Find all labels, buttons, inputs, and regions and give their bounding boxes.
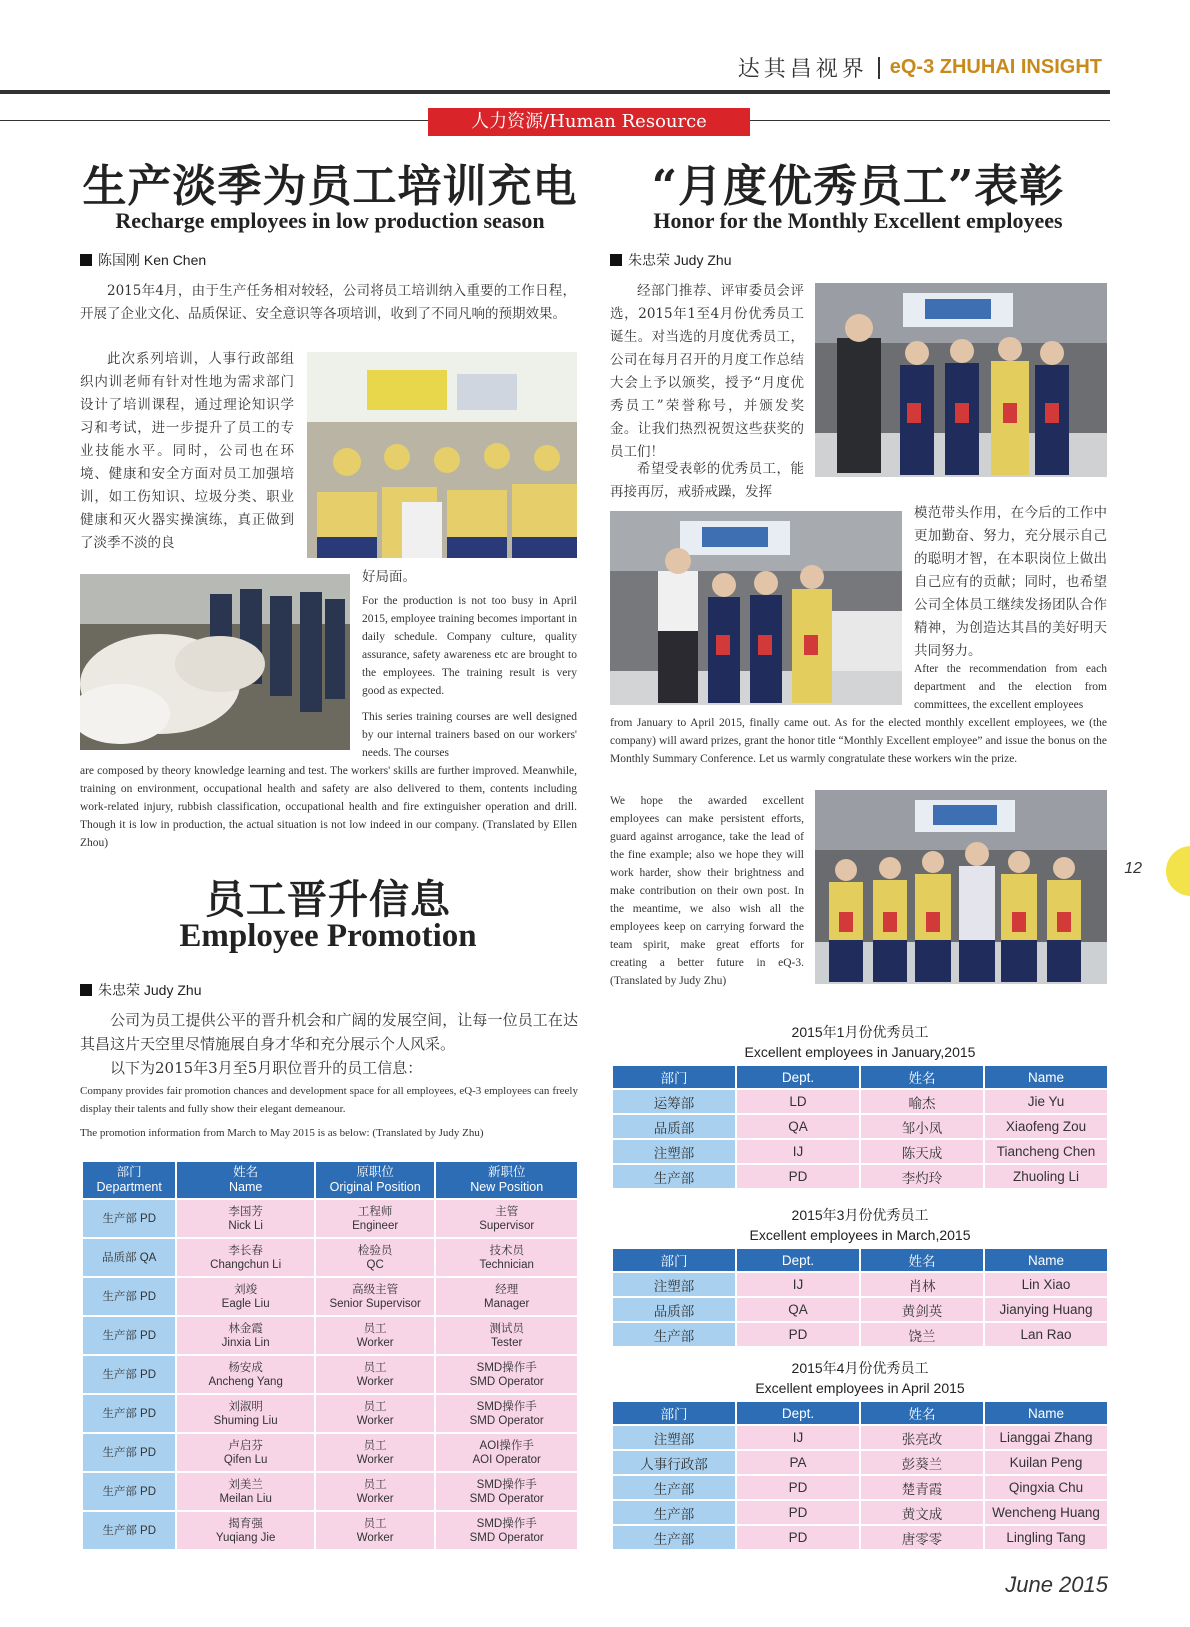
cell-text: Worker	[356, 1531, 394, 1544]
cell-text: SMD操作手	[476, 1400, 537, 1413]
promotion-new-cell	[436, 1278, 577, 1315]
left-para-1: 2015年4月，由于生产任务相对较轻，公司将员工培训纳入重要的工作日程，开展了企业文化、品质保证、安全意识等各项培训，收到了不同凡响的预期效果。	[80, 283, 576, 322]
excellent-cell: 人事行政部	[613, 1451, 735, 1474]
right-en-2: We hope the awarded excellent employees can make persistent efforts, guard against arrogance, take the lead of the fine example; also we hope they will work harder, show their brightness and make contribution on their own post. In the meantime, we also wish all the employees keep on carrying forward the team spirit, make great efforts for creating a better future in eQ-3. (Translated by Judy Zhu)	[610, 795, 804, 987]
promotion-header-department: 部门 Department	[83, 1162, 175, 1198]
cell-text: Worker	[356, 1453, 394, 1466]
excellent-cell: 李灼玲	[861, 1165, 983, 1188]
excellent-header-cell: 部门	[613, 1066, 735, 1088]
excellent-cell: 注塑部	[613, 1140, 735, 1163]
excellent-header-cell: Name	[985, 1249, 1107, 1271]
promotion-original-cell	[316, 1473, 434, 1510]
promotion-new-cell	[436, 1200, 577, 1237]
cell-text: Worker	[356, 1375, 394, 1388]
cell-text: 品质部 QA	[102, 1251, 157, 1264]
cell-text: 员工	[363, 1400, 387, 1413]
excellent-table-march	[611, 1247, 1109, 1348]
training-classroom-photo	[307, 352, 577, 558]
promotion-original-cell	[316, 1512, 434, 1549]
left-en-para-1: For the production is not too busy in April 2015, employee training becomes important in daily schedule. Company culture, quality assurance, safety awareness etc are brought to the employees. The training result is very good as expected.	[362, 595, 577, 697]
excellent-cell: PD	[737, 1323, 859, 1346]
excellent-cell: PD	[737, 1526, 859, 1549]
table-row	[83, 1434, 577, 1471]
table-row	[83, 1395, 577, 1432]
cell-text: Manager	[484, 1297, 530, 1310]
excellent-cell: PD	[737, 1476, 859, 1499]
table-row	[83, 1239, 577, 1276]
excellent-cell: PD	[737, 1165, 859, 1188]
cell-text: SMD操作手	[476, 1478, 537, 1491]
table-row	[613, 1501, 1107, 1524]
promotion-original-cell	[316, 1434, 434, 1471]
excellent-cell: Kuilan Peng	[985, 1451, 1107, 1474]
excellent-cell: Jie Yu	[985, 1090, 1107, 1113]
cell-text: 生产部 PD	[102, 1524, 157, 1537]
right-para-3: 模范带头作用，在今后的工作中更加勤奋、努力，充分展示自己的聪明才智，在本职岗位上做出自己应有的贡献；同时，也希望公司全体员工继续发扬团队合作精神，为创造达其昌的美好明天共同努力。	[914, 505, 1107, 659]
table-row	[613, 1426, 1107, 1449]
cell-text: Nick Li	[228, 1219, 263, 1232]
cell-text: 生产部 PD	[102, 1446, 157, 1459]
table-row	[613, 1323, 1107, 1346]
cell-text: Eagle Liu	[221, 1297, 270, 1310]
promotion-title-cn: 员工晋升信息	[205, 876, 451, 923]
excellent-cell: Lan Rao	[985, 1323, 1107, 1346]
promotion-dept-cell	[83, 1434, 175, 1471]
excellent-cell: Qingxia Chu	[985, 1476, 1107, 1499]
promotion-name-cell	[177, 1434, 314, 1471]
cell-text: 李长春	[228, 1244, 263, 1257]
left-en-para-2a: This series training courses are well designed by our internal trainers based on our workers' needs. The courses	[362, 711, 577, 759]
excellent-cell: Lingling Tang	[985, 1526, 1107, 1549]
table-row	[613, 1526, 1107, 1549]
excellent-cell: QA	[737, 1298, 859, 1321]
cell-text: Shuming Liu	[213, 1414, 278, 1427]
excellent-cell: PD	[737, 1501, 859, 1524]
cell-text: Tester	[491, 1336, 523, 1349]
cell-text: Engineer	[352, 1219, 399, 1232]
right-title-en: Honor for the Monthly Excellent employees	[653, 208, 1063, 233]
excellent-header-cell: 姓名	[861, 1402, 983, 1424]
cell-text: 员工	[363, 1322, 387, 1335]
left-author: 陈国刚 Ken Chen	[80, 250, 206, 270]
table-row	[613, 1090, 1107, 1113]
excellent-cell: 肖林	[861, 1273, 983, 1296]
excellent-cell: 张亮改	[861, 1426, 983, 1449]
cell-text: SMD操作手	[476, 1361, 537, 1374]
magazine-title-en: eQ-3 ZHUHAI INSIGHT	[889, 56, 1102, 78]
table-row	[613, 1298, 1107, 1321]
cell-text: Supervisor	[479, 1219, 535, 1232]
promotion-name-cell	[177, 1239, 314, 1276]
cell-text: Meilan Liu	[219, 1492, 272, 1505]
excellent-cell: IJ	[737, 1140, 859, 1163]
table-row	[83, 1512, 577, 1549]
promotion-header-name: 姓名 Name	[177, 1162, 314, 1198]
cell-text: 生产部 PD	[102, 1485, 157, 1498]
cell-text: 员工	[363, 1439, 387, 1452]
section-tag: 人力资源/Human Resource	[428, 108, 750, 136]
left-para-2-end: 好局面。	[362, 569, 416, 585]
table-row	[613, 1165, 1107, 1188]
promotion-name-cell	[177, 1512, 314, 1549]
right-author: 朱忠荣 Judy Zhu	[610, 250, 731, 270]
cell-text: 生产部 PD	[102, 1329, 157, 1342]
promotion-author: 朱忠荣 Judy Zhu	[80, 980, 201, 1000]
excellent-cell: Lin Xiao	[985, 1273, 1107, 1296]
promotion-en-2: The promotion information from March to May 2015 is as below: (Translated by Judy Zhu)	[80, 1127, 484, 1139]
cell-text: 刘淑明	[228, 1400, 263, 1413]
excellent-cell: Xiaofeng Zou	[985, 1115, 1107, 1138]
left-para-2: 此次系列培训，人事行政部组织内训老师有针对性地为需求部门设计了培训课程，通过理论知识学习和考试，进一步提升了员工的专业技能水平。同时，公司也在环境、健康和安全方面对员工加强培训，如工伤知识、垃圾分类、职业健康和灭火器实操演练，真正做到了淡季不淡的良	[80, 351, 294, 551]
excellent-cell: 生产部	[613, 1323, 735, 1346]
page-tab-marker	[1166, 846, 1190, 896]
cell-text: SMD Operator	[469, 1375, 544, 1388]
cell-text: 生产部 PD	[102, 1368, 157, 1381]
cell-text: 林金霞	[228, 1322, 263, 1335]
promotion-dept-cell	[83, 1239, 175, 1276]
cell-text: AOI Operator	[472, 1453, 541, 1466]
excellent-header-cell: Name	[985, 1066, 1107, 1088]
award-photo-april	[815, 790, 1107, 984]
excellent-cell: Tiancheng Chen	[985, 1140, 1107, 1163]
promotion-name-cell	[177, 1356, 314, 1393]
excellent-cell: Zhuoling Li	[985, 1165, 1107, 1188]
right-title-cn: “月度优秀员工”表彰	[651, 161, 1065, 212]
month-caption-march: 2015年3月份优秀员工 Excellent employees in March,2015	[749, 1207, 971, 1243]
cell-text: 检验员	[357, 1244, 393, 1257]
excellent-cell: IJ	[737, 1273, 859, 1296]
fire-drill-photo	[80, 574, 350, 750]
excellent-cell: 注塑部	[613, 1426, 735, 1449]
cell-text: 卢启芬	[228, 1439, 263, 1452]
excellent-header-cell: Dept.	[737, 1402, 859, 1424]
excellent-cell: 饶兰	[861, 1323, 983, 1346]
cell-text: 生产部 PD	[102, 1212, 157, 1225]
month-caption-april: 2015年4月份优秀员工 Excellent employees in April 2015	[755, 1360, 965, 1396]
cell-text: AOI操作手	[479, 1439, 534, 1452]
cell-text: SMD Operator	[469, 1531, 544, 1544]
promotion-original-cell	[316, 1278, 434, 1315]
promotion-para-1: 公司为员工提供公平的晋升机会和广阔的发展空间，让每一位员工在达其昌这片天空里尽情施展自身才华和充分展示个人风采。	[80, 1011, 578, 1053]
promotion-name-cell	[177, 1200, 314, 1237]
month-caption-january: 2015年1月份优秀员工 Excellent employees in January,2015	[744, 1024, 976, 1060]
award-photo-march	[610, 511, 902, 705]
excellent-cell: 唐零零	[861, 1526, 983, 1549]
excellent-cell: 黄文成	[861, 1501, 983, 1524]
promotion-dept-cell	[83, 1473, 175, 1510]
excellent-cell: Wencheng Huang	[985, 1501, 1107, 1524]
excellent-cell: 品质部	[613, 1298, 735, 1321]
cell-text: Jinxia Lin	[221, 1336, 270, 1349]
cell-text: 杨安成	[228, 1361, 263, 1374]
right-en-1a: After the recommendation from each department and the election from committees, the excellent employees	[914, 663, 1107, 711]
promotion-para-2: 以下为2015年3月至5月职位晋升的员工信息：	[110, 1059, 423, 1077]
cell-text: 揭育强	[228, 1517, 263, 1530]
promotion-original-cell	[316, 1200, 434, 1237]
promotion-original-cell	[316, 1356, 434, 1393]
cell-text: Ancheng Yang	[208, 1375, 283, 1388]
excellent-cell: IJ	[737, 1426, 859, 1449]
promotion-new-cell	[436, 1395, 577, 1432]
cell-text: 生产部 PD	[102, 1407, 157, 1420]
excellent-cell: 生产部	[613, 1501, 735, 1524]
table-row	[83, 1356, 577, 1393]
left-title-cn: 生产淡季为员工培训充电	[82, 161, 578, 212]
table-row	[83, 1473, 577, 1510]
promotion-original-cell	[316, 1317, 434, 1354]
table-row	[613, 1451, 1107, 1474]
magazine-title-cn: 达其昌视界	[737, 57, 868, 82]
table-row	[613, 1273, 1107, 1296]
page-number: 12	[1124, 860, 1142, 877]
excellent-cell: 品质部	[613, 1115, 735, 1138]
excellent-cell: Lianggai Zhang	[985, 1426, 1107, 1449]
excellent-cell: 生产部	[613, 1476, 735, 1499]
excellent-cell: QA	[737, 1115, 859, 1138]
cell-text: 工程师	[357, 1205, 393, 1218]
table-row	[613, 1476, 1107, 1499]
promotion-table	[81, 1160, 579, 1551]
cell-text: 测试员	[489, 1322, 524, 1335]
excellent-cell: 运筹部	[613, 1090, 735, 1113]
promotion-header-original: 原职位 Original Position	[316, 1162, 434, 1198]
table-row	[83, 1278, 577, 1315]
right-para-2: 希望受表彰的优秀员工，能再接再厉，戒骄戒躁，发挥	[610, 461, 804, 500]
promotion-new-cell	[436, 1512, 577, 1549]
promotion-header-new: 新职位 New Position	[436, 1162, 577, 1198]
cell-text: 经理	[495, 1283, 519, 1296]
promotion-dept-cell	[83, 1317, 175, 1354]
table-row	[83, 1317, 577, 1354]
excellent-table-january	[611, 1064, 1109, 1190]
cell-text: Technician	[479, 1258, 534, 1271]
magazine-header	[738, 52, 1102, 83]
excellent-header-cell: 部门	[613, 1249, 735, 1271]
excellent-header-cell: 姓名	[861, 1249, 983, 1271]
cell-text: Worker	[356, 1414, 394, 1427]
promotion-dept-cell	[83, 1278, 175, 1315]
excellent-cell: Jianying Huang	[985, 1298, 1107, 1321]
cell-text: 高级主管	[352, 1283, 399, 1296]
promotion-title-en: Employee Promotion	[179, 918, 477, 954]
excellent-cell: 生产部	[613, 1526, 735, 1549]
promotion-dept-cell	[83, 1395, 175, 1432]
promotion-name-cell	[177, 1473, 314, 1510]
header-separator	[878, 57, 880, 79]
cell-text: 刘美兰	[228, 1478, 263, 1491]
cell-text: Worker	[356, 1492, 394, 1505]
excellent-table-april	[611, 1400, 1109, 1551]
excellent-cell: 彭葵兰	[861, 1451, 983, 1474]
right-para-1: 经部门推荐、评审委员会评选，2015年1至4月份优秀员工诞生。对当选的月度优秀员工，公司在每月召开的月度工作总结大会上予以颁奖，授予“月度优秀员工”荣誉称号，并颁发奖金。让我们热烈祝贺这些获奖的员工们！	[610, 283, 804, 460]
promotion-original-cell	[316, 1395, 434, 1432]
cell-text: 刘竣	[234, 1283, 258, 1296]
table-row	[613, 1140, 1107, 1163]
cell-text: 员工	[363, 1517, 387, 1530]
cell-text: Changchun Li	[210, 1258, 282, 1271]
cell-text: 员工	[363, 1478, 387, 1491]
cell-text: Qifen Lu	[223, 1453, 268, 1466]
promotion-new-cell	[436, 1317, 577, 1354]
excellent-header-cell: Name	[985, 1402, 1107, 1424]
left-en-para-2b: are composed by theory knowledge learning and test. The workers' skills are further improved. Meanwhile, training on environment, occupational health and safety are also delivered to them, contents including work-related injury, rubbish classification, occupational health and fire extinguisher operation and drill. Though it is low in production, the actual situation is not low indeed in our company. (Translated by Ellen Zhou)	[80, 765, 577, 849]
promotion-dept-cell	[83, 1512, 175, 1549]
cell-text: SMD操作手	[476, 1517, 537, 1530]
promotion-name-cell	[177, 1278, 314, 1315]
issue-date: June 2015	[1005, 1572, 1108, 1597]
excellent-cell: 黄剑英	[861, 1298, 983, 1321]
cell-text: SMD Operator	[469, 1414, 544, 1427]
excellent-cell: 喻杰	[861, 1090, 983, 1113]
cell-text: Worker	[356, 1336, 394, 1349]
promotion-new-cell	[436, 1434, 577, 1471]
excellent-header-cell: 部门	[613, 1402, 735, 1424]
promotion-dept-cell	[83, 1356, 175, 1393]
promotion-original-cell	[316, 1239, 434, 1276]
cell-text: Yuqiang Jie	[215, 1531, 276, 1544]
cell-text: 员工	[363, 1361, 387, 1374]
header-rule	[0, 90, 1110, 94]
table-row	[83, 1200, 577, 1237]
table-row	[613, 1115, 1107, 1138]
excellent-cell: PA	[737, 1451, 859, 1474]
cell-text: 生产部 PD	[102, 1290, 157, 1303]
excellent-cell: LD	[737, 1090, 859, 1113]
excellent-cell: 陈天成	[861, 1140, 983, 1163]
cell-text: SMD Operator	[469, 1492, 544, 1505]
promotion-name-cell	[177, 1395, 314, 1432]
excellent-header-cell: Dept.	[737, 1249, 859, 1271]
cell-text: 技术员	[489, 1244, 524, 1257]
promotion-name-cell	[177, 1317, 314, 1354]
promotion-en-1: Company provides fair promotion chances and development space for all employees, eQ-3 employees can freely display their talents and fully show their elegant demeanour.	[80, 1085, 578, 1115]
excellent-header-cell: Dept.	[737, 1066, 859, 1088]
promotion-dept-cell	[83, 1200, 175, 1237]
promotion-new-cell	[436, 1239, 577, 1276]
award-photo-january	[815, 283, 1107, 477]
excellent-cell: 楚青霞	[861, 1476, 983, 1499]
cell-text: 主管	[495, 1205, 519, 1218]
excellent-cell: 注塑部	[613, 1273, 735, 1296]
cell-text: Senior Supervisor	[329, 1297, 421, 1310]
right-en-1b: from January to April 2015, finally came out. As for the elected monthly excellent employees, we (the company) will award prizes, grant the honor title “Monthly Excellent employee” and issue the bonus on the Monthly Summary Conference. Let us warmly congratulate these workers win the prize.	[610, 717, 1107, 765]
cell-text: 李国芳	[228, 1205, 263, 1218]
excellent-header-cell: 姓名	[861, 1066, 983, 1088]
excellent-cell: 邹小凤	[861, 1115, 983, 1138]
cell-text: QC	[366, 1258, 384, 1271]
promotion-new-cell	[436, 1356, 577, 1393]
promotion-new-cell	[436, 1473, 577, 1510]
excellent-cell: 生产部	[613, 1165, 735, 1188]
left-title-en: Recharge employees in low production season	[115, 208, 545, 233]
